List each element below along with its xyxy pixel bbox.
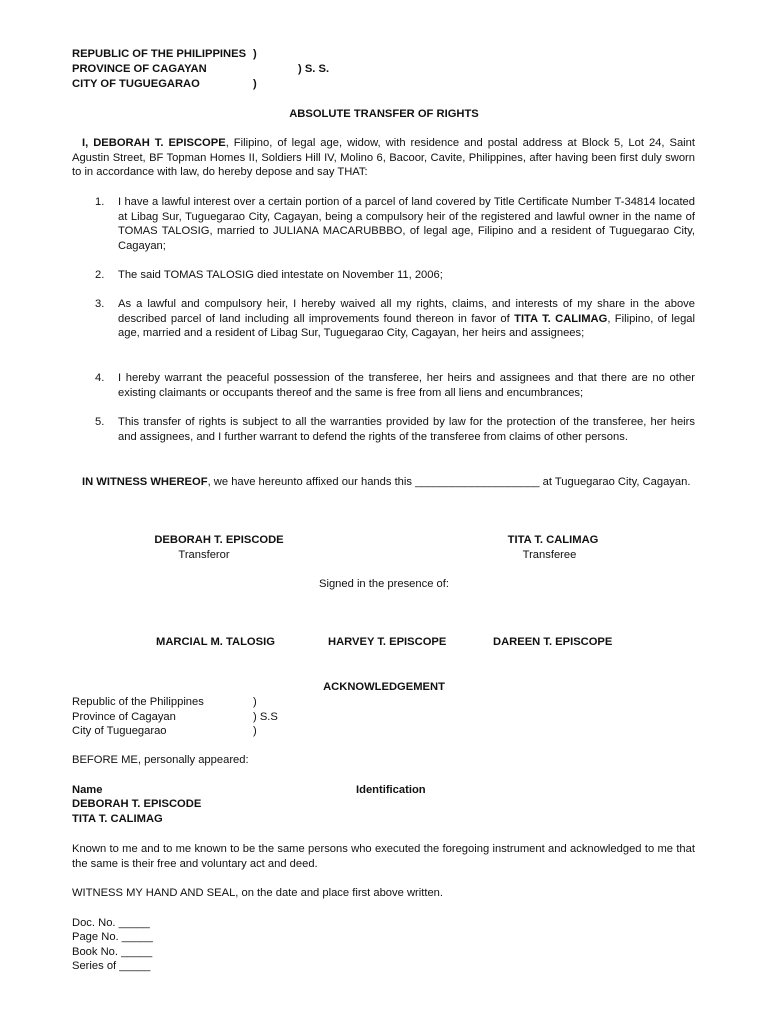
ack-line-province: Province of Cagayan ) S.S xyxy=(72,711,278,723)
witness-name: HARVEY T. EPISCOPE xyxy=(328,636,447,648)
appearing-person: DEBORAH T. EPISCODE xyxy=(72,798,202,810)
appearing-person: TITA T. CALIMAG xyxy=(72,813,163,825)
witness-hand-line: WITNESS MY HAND AND SEAL, on the date and place first above written. xyxy=(72,887,444,899)
witness-paragraph: IN WITNESS WHEREOF, we have hereunto affixed our hands this ____________________ at Tuguegarao City, Cagayan. xyxy=(82,476,691,488)
transferor-role: Transferor xyxy=(178,549,230,561)
before-me-line: BEFORE ME, personally appeared: xyxy=(72,754,249,766)
identification-column-header: Identification xyxy=(356,784,426,796)
ack-line-republic: Republic of the Philippines ) xyxy=(72,696,257,708)
page-number-line: Page No. _____ xyxy=(72,931,153,943)
book-number-line: Book No. _____ xyxy=(72,946,153,958)
known-paragraph: Known to me and to me known to be the same persons who executed the foregoing instrument and acknowledged to me that the same is their free and voluntary act and deed. xyxy=(72,843,695,870)
presence-label: Signed in the presence of: xyxy=(319,578,449,590)
document-page: REPUBLIC OF THE PHILIPPINES ) PROVINCE OF CAGAYAN ) S. S. CITY OF TUGUEGARAO ) ABSOLUTE TRANSFER OF RIGHTS I, DEBORAH T. EPISCOPE, Filipino, of legal age, widow, with residence and postal address at Block 5, Lot 24, Saint Agustin Street, BF Topman Homes II, Soldiers Hill IV, Molino 6, Bacoor, Cavite, Philippines, after having been first duly sworn to in accordance with law, do hereby depose and say THAT: 1. I have a lawful interest over a certain portion of a parcel of land covered by Title Certificate Number T-34814 located at Libag Sur, Tuguegarao City, Cagayan, being a compulsory heir of the registered and lawful owner in the name of TOMAS TALOSIG, married to JULIANA MACARUBBBO, of legal age, Filipino and a resident of Tuguegarao City, Cagayan; 2. The said TOMAS TALOSIG died intestate on November 11, 2006; 3. As a lawful and compulsory heir, I hereby waived all my rights, claims, and interests of my share in the above described parcel of land including all improvements found thereon in favor of TITA T. CALIMAG, Filipino, of legal age, married and a resident of Libag Sur, Tuguegarao City, Cagayan, her heirs and assignees; 4. I hereby warrant the peaceful possession of the transferee, her heirs and assignees and that there are no other existing claimants or occupants thereof and the same is free from all liens and encumbrances; 5. This transfer of rights is subject to all the warranties provided by law for the protection of the transferee, her heirs and assignees, and I further warrant to defend the rights of the transferee from claims of other persons. IN WITNESS WHEREOF, we have hereunto affixed our hands this ____________________ at Tuguegarao City, Cagayan. DEBORAH T. EPISCODE Transferor TITA T. CALIMAG Transferee Signed in the presence of: MARCIAL M. TALOSIG HARVEY T. EPISCOPE DAREEN T. EPISCOPE ACKNOWLEDGEMENT Republic of the Philippines ) Province of Cagayan ) S.S City of Tuguegarao ) BEFORE ME, personally appeared: Name Identification DEBORAH T. EPISCODE TITA T. CALIMAG Known to me and to me known to be the same persons who executed the foregoing instrument and acknowledged to me that the same is their free and voluntary act and deed. WITNESS MY HAND AND SEAL, on the date and place first above written. Doc. No. _____ Page No. _____ Book No. _____ Series of _____ xyxy=(0,0,768,1024)
name-column-header: Name xyxy=(72,784,103,796)
doc-number-line: Doc. No. _____ xyxy=(72,917,150,929)
series-line: Series of _____ xyxy=(72,960,151,972)
header-line-city: CITY OF TUGUEGARAO ) xyxy=(72,78,257,90)
witness-name: DAREEN T. EPISCOPE xyxy=(493,636,613,648)
transferee-role: Transferee xyxy=(522,549,577,561)
acknowledgement-title: ACKNOWLEDGEMENT xyxy=(323,681,445,693)
ack-line-city: City of Tuguegarao ) xyxy=(72,725,257,737)
transferor-name: DEBORAH T. EPISCODE xyxy=(154,534,284,546)
document-title: ABSOLUTE TRANSFER OF RIGHTS xyxy=(289,108,479,120)
header-line-republic: REPUBLIC OF THE PHILIPPINES ) xyxy=(72,48,257,60)
header-line-province: PROVINCE OF CAGAYAN ) S. S. xyxy=(72,63,330,75)
transferee-name: TITA T. CALIMAG xyxy=(507,534,599,546)
witness-name: MARCIAL M. TALOSIG xyxy=(156,636,275,648)
intro-paragraph: I, DEBORAH T. EPISCOPE, Filipino, of legal age, widow, with residence and postal address at Block 5, Lot 24, Saint Agustin Street, BF Topman Homes II, Soldiers Hill IV, Molino 6, Bacoor, Cavite, Philippines, after having been first duly sworn to in accordance with law, do hereby depose and say THAT: xyxy=(72,137,695,178)
